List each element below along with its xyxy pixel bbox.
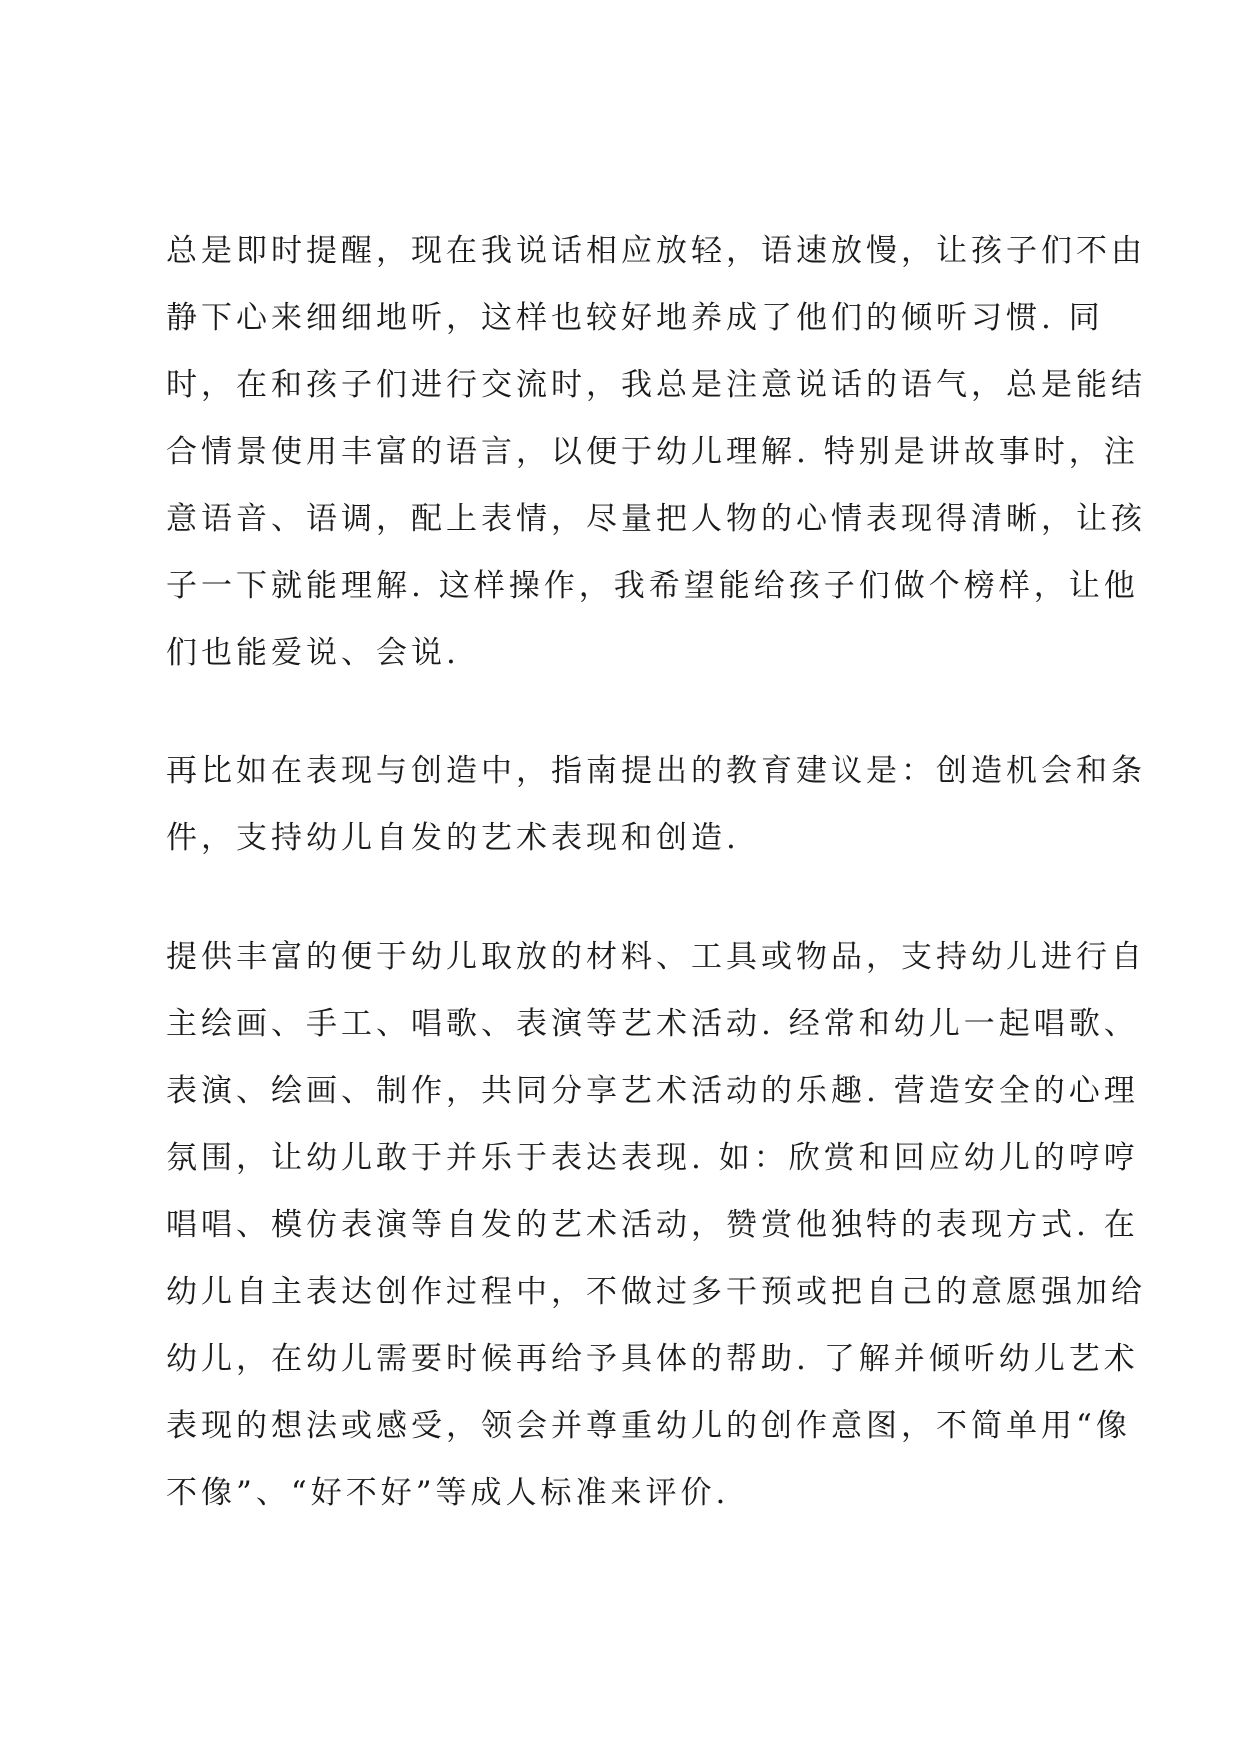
text-line: 唱唱、模仿表演等自发的艺术活动，赞赏他独特的表现方式. 在 — [166, 1207, 1139, 1243]
text-line: 氛围，让幼儿敢于并乐于表达表现. 如：欣赏和回应幼儿的哼哼 — [166, 1140, 1139, 1176]
text-line: 静下心来细细地听，这样也较好地养成了他们的倾听习惯. 同 — [166, 300, 1104, 336]
text-line: 合情景使用丰富的语言，以便于幼儿理解. 特别是讲故事时，注 — [166, 434, 1139, 470]
text-line: 幼儿，在幼儿需要时候再给予具体的帮助. 了解并倾听幼儿艺术 — [166, 1341, 1139, 1377]
text-line: 不像”、“好不好”等成人标准来评价. — [166, 1475, 730, 1511]
text-line: 件，支持幼儿自发的艺术表现和创造. — [166, 820, 740, 856]
text-line: 幼儿自主表达创作过程中，不做过多干预或把自己的意愿强加给 — [166, 1274, 1146, 1310]
text-line: 表现的想法或感受，领会并尊重幼儿的创作意图，不简单用“像 — [166, 1408, 1131, 1444]
text-line: 主绘画、手工、唱歌、表演等艺术活动. 经常和幼儿一起唱歌、 — [166, 1006, 1139, 1042]
text-line: 总是即时提醒，现在我说话相应放轻，语速放慢，让孩子们不由 — [166, 233, 1146, 269]
text-line: 表演、绘画、制作，共同分享艺术活动的乐趣. 营造安全的心理 — [166, 1073, 1139, 1109]
text-line: 们也能爱说、会说. — [166, 635, 460, 671]
text-line: 再比如在表现与创造中，指南提出的教育建议是：创造机会和条 — [166, 753, 1146, 789]
text-line: 意语音、语调，配上表情，尽量把人物的心情表现得清晰，让孩 — [166, 501, 1146, 537]
text-line: 子一下就能理解. 这样操作，我希望能给孩子们做个榜样，让他 — [166, 568, 1139, 604]
text-line: 提供丰富的便于幼儿取放的材料、工具或物品，支持幼儿进行自 — [166, 939, 1146, 975]
text-line: 时，在和孩子们进行交流时，我总是注意说话的语气，总是能结 — [166, 367, 1146, 403]
